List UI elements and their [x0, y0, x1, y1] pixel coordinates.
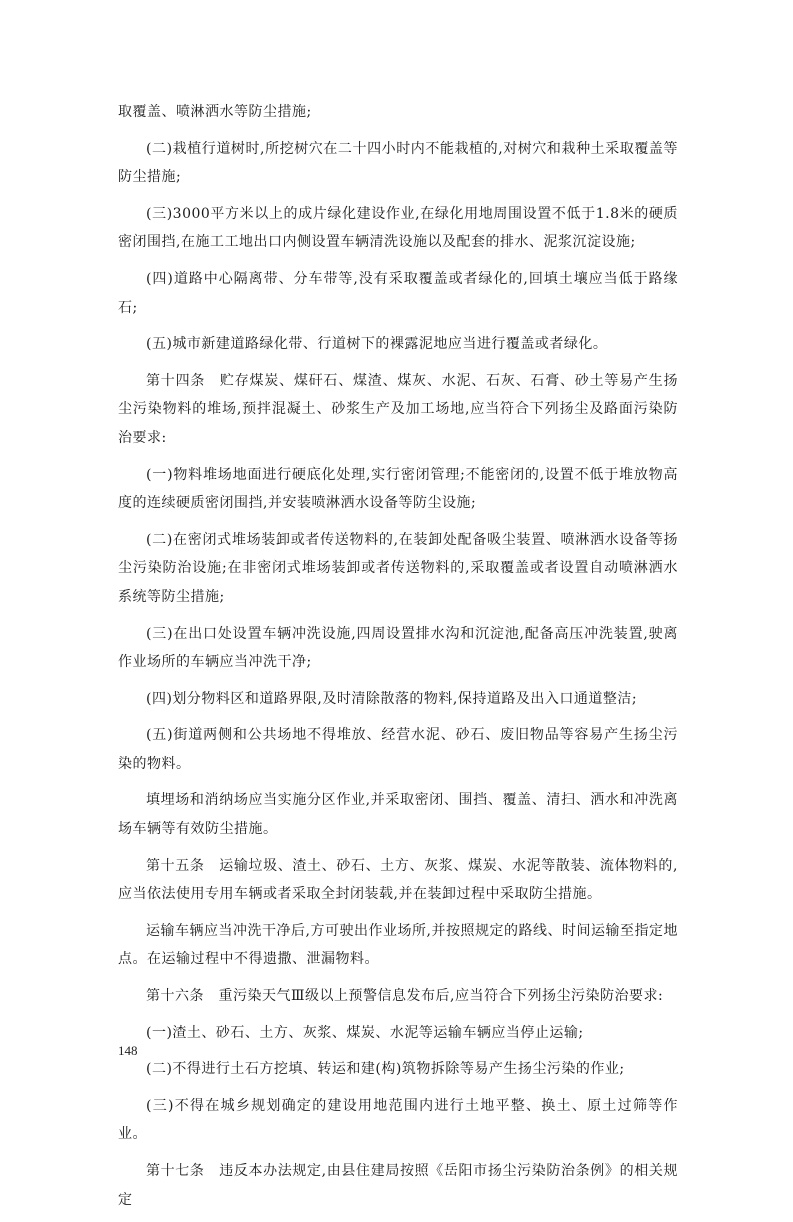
- article-16-item-2: (二)不得进行土石方挖填、转运和建(构)筑物拆除等易产生扬尘污染的作业;: [146, 1061, 625, 1078]
- article-16-item-3: (三)不得在城乡规划确定的建设用地范围内进行土地平整、换土、原土过筛等作业。: [118, 1097, 678, 1143]
- article-14-item-3: (三)在出口处设置车辆冲洗设施,四周设置排水沟和沉淀池,配备高压冲洗装置,驶离作业场所的车辆应当冲洗干净;: [118, 625, 678, 671]
- article-14-item-2: (二)在密闭式堆场装卸或者传送物料的,在装卸处配备吸尘装置、喷淋洒水设备等扬尘污染防治设施;在非密闭式堆场装卸或者传送物料的,采取覆盖或者设置自动喷淋洒水系统等防尘措施;: [118, 531, 678, 605]
- article-14-item-1: (一)物料堆场地面进行硬底化处理,实行密闭管理;不能密闭的,设置不低于堆放物高度的连续硬质密闭围挡,并安装喷淋洒水设备等防尘设施;: [118, 466, 678, 512]
- article-16: 第十六条 重污染天气Ⅲ级以上预警信息发布后,应当符合下列扬尘污染防治要求:: [146, 988, 664, 1005]
- article-15-vehicles: 运输车辆应当冲洗干净后,方可驶出作业场所,并按照规定的路线、时间运输至指定地点。在运输过程中不得遗撒、泄漏物料。: [118, 922, 678, 968]
- document-body: [118, 98, 678, 1222]
- paragraph-item-5: (五)城市新建道路绿化带、行道树下的裸露泥地应当进行覆盖或者绿化。: [146, 336, 608, 353]
- article-16-item-1: (一)渣土、砂石、土方、灰浆、煤炭、水泥等运输车辆应当停止运输;: [146, 1024, 584, 1041]
- article-15: 第十五条 运输垃圾、渣土、砂石、土方、灰浆、煤炭、水泥等散装、流体物料的,应当依法使用专用车辆或者采取全封闭装载,并在装卸过程中采取防尘措施。: [118, 857, 678, 903]
- article-14: 第十四条 贮存煤炭、煤矸石、煤渣、煤灰、水泥、石灰、石膏、砂土等易产生扬尘污染物料的堆场,预拌混凝土、砂浆生产及加工场地,应当符合下列扬尘及路面污染防治要求:: [118, 372, 678, 446]
- paragraph-item-3: (三)3000平方米以上的成片绿化建设作业,在绿化用地周围设置不低于1.8米的硬质密闭围挡,在施工工地出口内侧设置车辆清洗设施以及配套的排水、泥浆沉淀设施;: [118, 205, 678, 251]
- paragraph-item-4: (四)道路中心隔离带、分车带等,没有采取覆盖或者绿化的,回填土壤应当低于路缘石;: [118, 270, 678, 316]
- article-14-item-5: (五)街道两侧和公共场地不得堆放、经营水泥、砂石、废旧物品等容易产生扬尘污染的物料。: [118, 727, 678, 772]
- page-number: 148: [118, 1043, 138, 1058]
- article-17: 第十七条 违反本办法规定,由县住建局按照《岳阳市扬尘污染防治条例》的相关规定: [118, 1163, 678, 1208]
- article-14-item-4: (四)划分物料区和道路界限,及时清除散落的物料,保持道路及出入口通道整洁;: [146, 690, 638, 707]
- paragraph-item-2: (二)栽植行道树时,所挖树穴在二十四小时内不能栽植的,对树穴和栽种土采取覆盖等防尘措施;: [118, 140, 678, 186]
- article-14-landfill: 填埋场和消纳场应当实施分区作业,并采取密闭、围挡、覆盖、清扫、洒水和冲洗离场车辆等有效防尘措施。: [118, 792, 678, 838]
- paragraph-continuation: 取覆盖、喷淋洒水等防尘措施;: [118, 104, 312, 120]
